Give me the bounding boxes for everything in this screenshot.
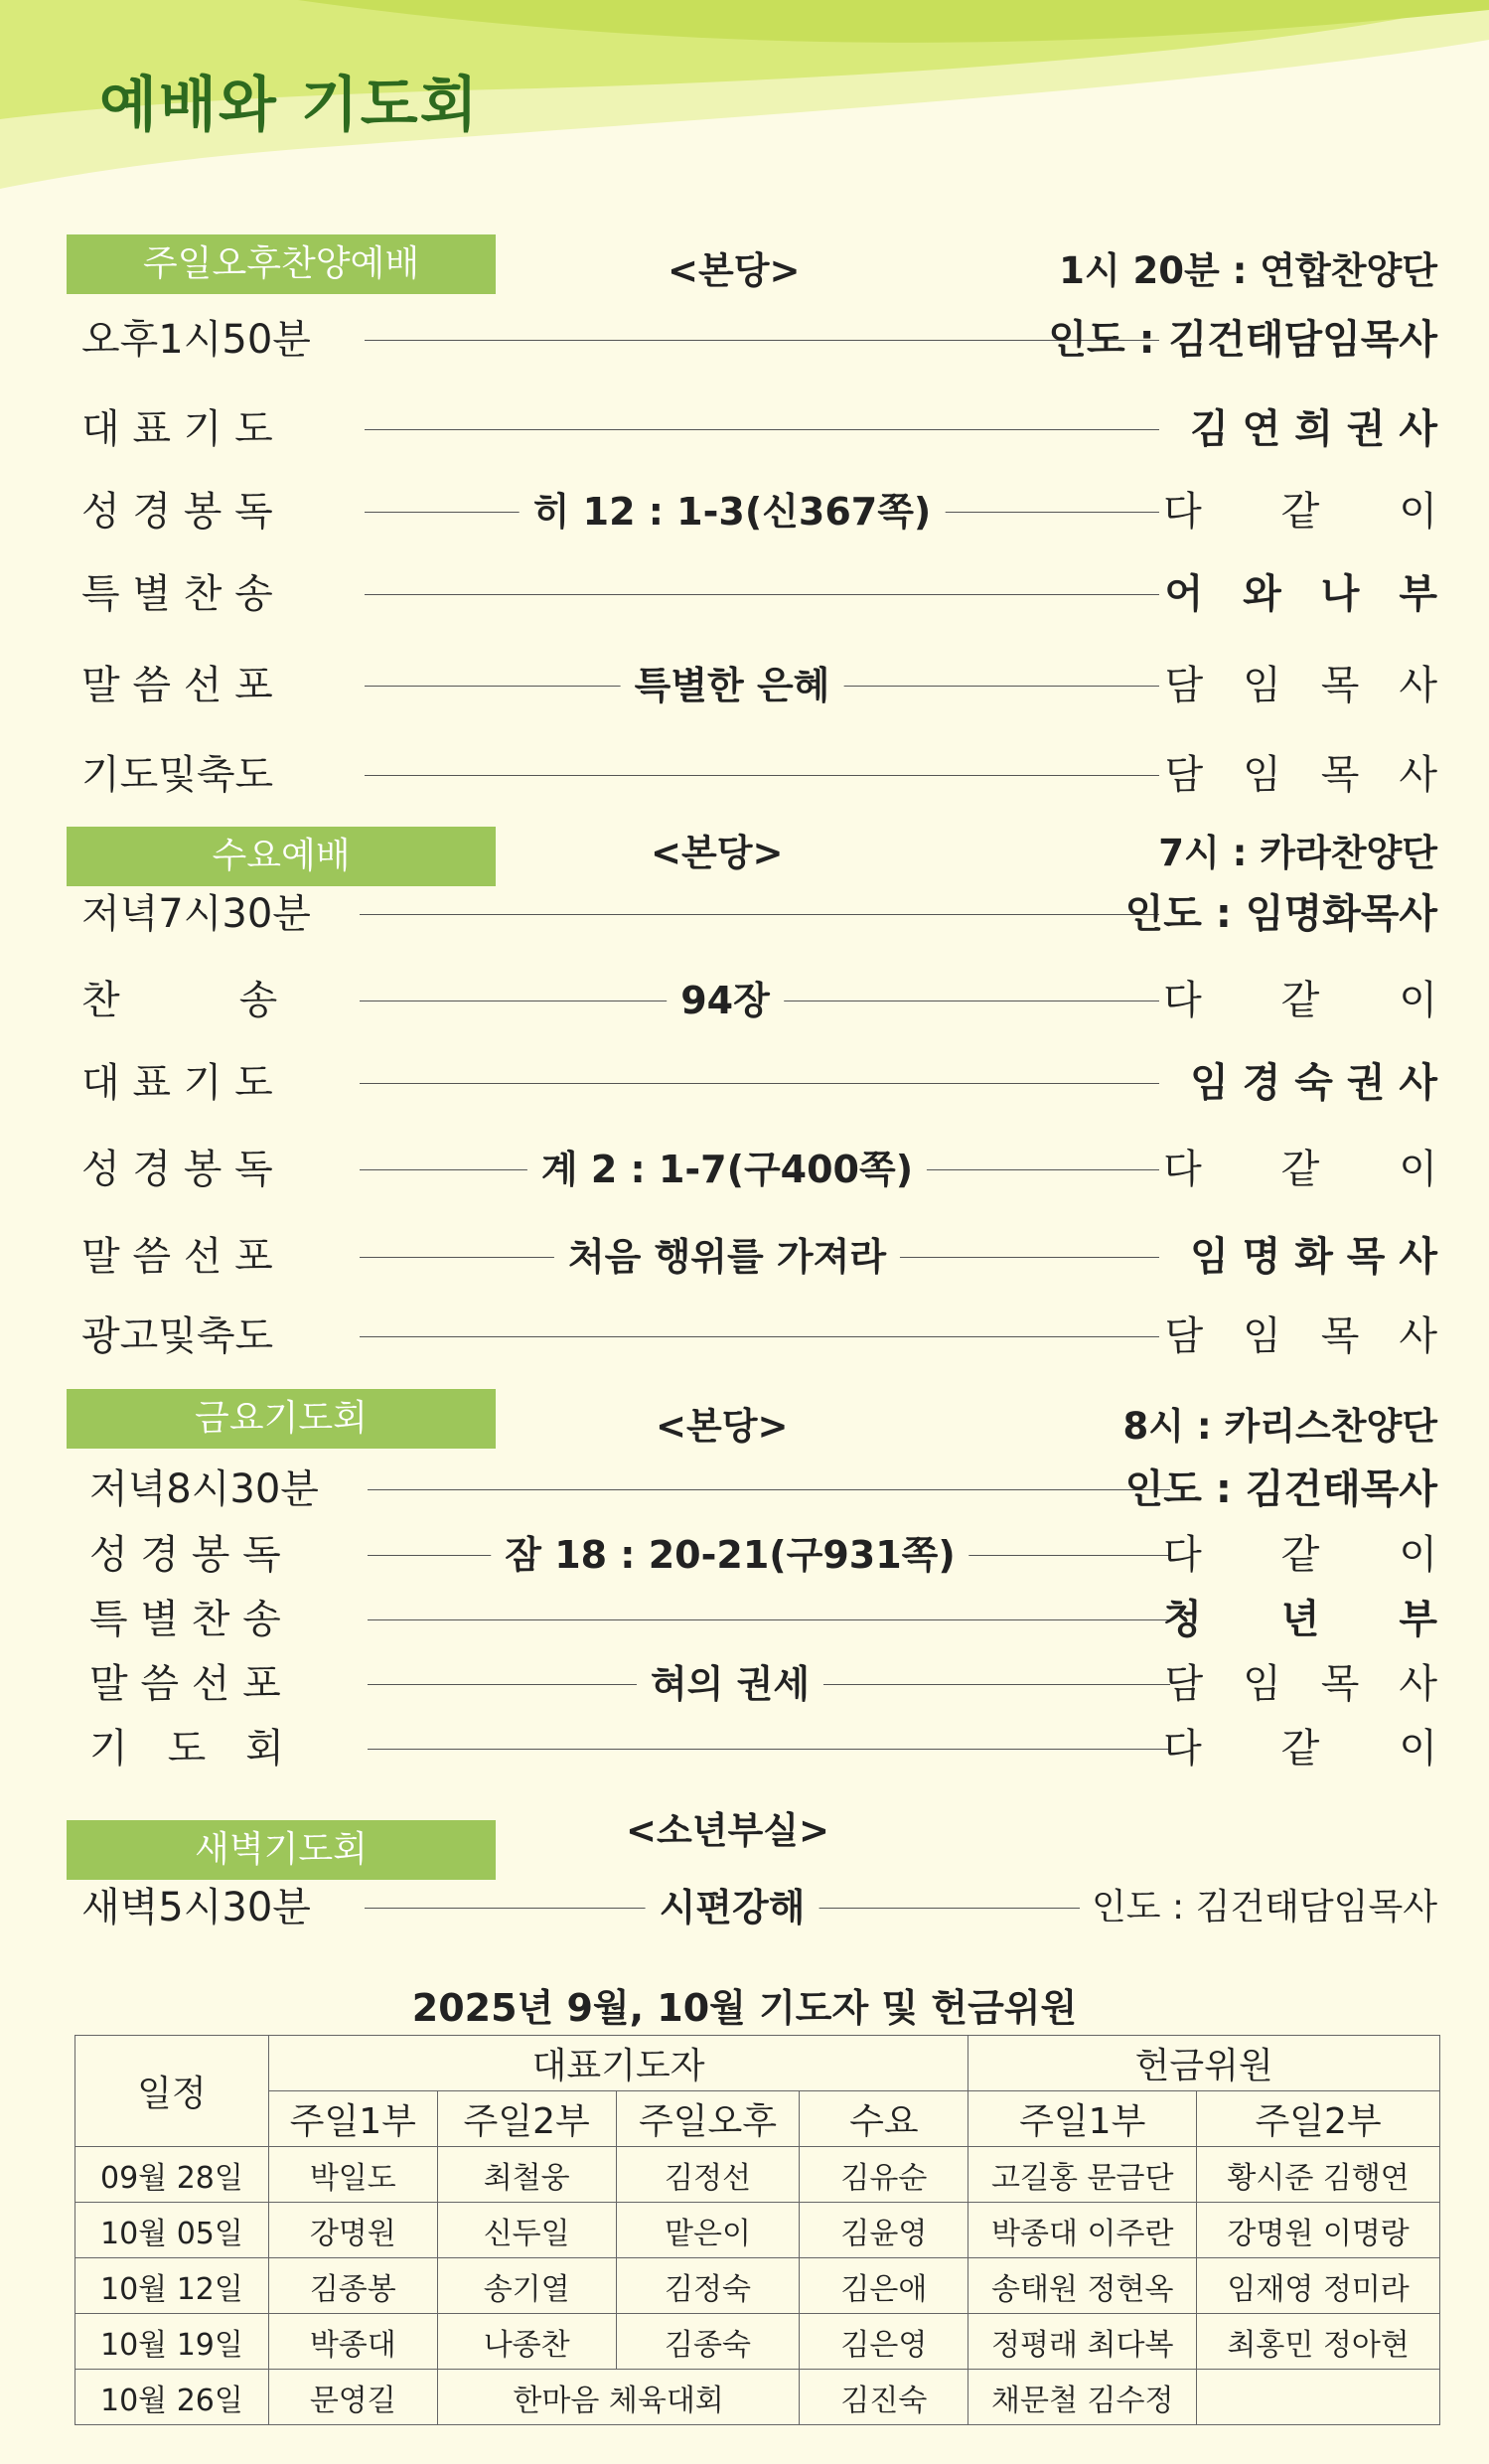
list-item <box>89 1530 1437 1580</box>
section-header-friday: 금요기도회 <box>67 1389 496 1449</box>
table-title: 2025년 9월, 10월 기도자 및 헌금위원 <box>411 1986 1078 2030</box>
table-cell: 정평래 최다복 <box>968 2314 1197 2370</box>
list-item <box>89 1659 1437 1709</box>
row-right: 담 임 목 사 <box>1164 752 1437 798</box>
list-item <box>81 487 1437 537</box>
col-header-schedule: 일정 <box>75 2036 269 2147</box>
row-label: 기 도 회 <box>89 1726 284 1771</box>
table-cell: 김진숙 <box>800 2370 968 2425</box>
row-label: 성 경 봉 독 <box>81 489 273 535</box>
section-header-wednesday: 수요예배 <box>67 827 496 886</box>
list-item <box>81 1311 1437 1361</box>
table-cell: 최철웅 <box>437 2147 616 2203</box>
row-label: 새벽5시30분 <box>81 1885 311 1930</box>
row-right: 인도 : 임명화목사 <box>1124 891 1437 937</box>
row-middle: 시편강해 <box>646 1883 819 1932</box>
table-cell: 김정숙 <box>616 2258 800 2314</box>
row-label: 성 경 봉 독 <box>81 1147 273 1192</box>
row-label: 저녁7시30분 <box>81 891 311 937</box>
row-label: 말 씀 선 포 <box>81 663 273 708</box>
table-cell <box>1197 2370 1440 2425</box>
list-item <box>89 1724 1437 1773</box>
row-label: 대 표 기 도 <box>81 406 273 452</box>
list-item <box>81 1232 1437 1282</box>
row-label: 말 씀 선 포 <box>89 1661 281 1707</box>
row-label: 성 경 봉 독 <box>89 1532 281 1578</box>
table-cell: 김종숙 <box>616 2314 800 2370</box>
table-row <box>75 2314 1440 2370</box>
table-row <box>75 2147 1440 2203</box>
table-cell: 나종찬 <box>437 2314 616 2370</box>
row-right: 임 명 화 목 사 <box>1190 1234 1437 1280</box>
leader-line <box>365 594 1159 595</box>
leader-line <box>368 1749 1170 1750</box>
leader-line <box>360 1083 1159 1084</box>
row-right: 담 임 목 사 <box>1164 663 1437 708</box>
leader-line <box>368 1489 1170 1490</box>
leader-line <box>365 775 1159 776</box>
row-middle: 계 2 : 1-7(구400쪽) <box>527 1145 927 1194</box>
table-row <box>75 2370 1440 2425</box>
section-header-sunday: 주일오후찬양예배 <box>67 234 496 294</box>
subheader: 주일1부 <box>268 2091 437 2147</box>
list-item <box>81 315 1437 365</box>
time-note-friday: 8시 : 카리스찬양단 <box>1122 1405 1437 1448</box>
list-item <box>89 1595 1437 1644</box>
schedule-table <box>74 2035 1440 2425</box>
row-label: 광고및축도 <box>81 1313 274 1359</box>
row-right: 인도 : 김건태담임목사 <box>1048 317 1437 363</box>
time-note-wednesday: 7시 : 카라찬양단 <box>1158 832 1437 874</box>
row-right: 담 임 목 사 <box>1164 1661 1437 1707</box>
table-cell: 송태원 정현옥 <box>968 2258 1197 2314</box>
table-cell: 채문철 김수정 <box>968 2370 1197 2425</box>
page-title: 예배와 기도회 <box>99 71 480 140</box>
leader-line <box>365 340 1159 341</box>
table-cell: 박종대 <box>268 2314 437 2370</box>
row-label: 찬 송 <box>81 978 278 1023</box>
row-label: 오후1시50분 <box>81 317 311 363</box>
row-right: 담 임 목 사 <box>1164 1313 1437 1359</box>
row-label: 기도및축도 <box>81 752 274 798</box>
row-right: 인도 : 김건태목사 <box>1124 1466 1437 1512</box>
col-header-prayer: 대표기도자 <box>268 2036 968 2091</box>
subheader: 주일2부 <box>1197 2091 1440 2147</box>
list-item <box>81 569 1437 619</box>
subheader: 수요 <box>800 2091 968 2147</box>
subheader: 주일오후 <box>616 2091 800 2147</box>
location-sunday: <본당> <box>668 249 801 292</box>
location-friday: <본당> <box>656 1405 789 1448</box>
table-cell: 김은애 <box>800 2258 968 2314</box>
col-header-offering: 헌금위원 <box>968 2036 1440 2091</box>
leader-line <box>360 914 1159 915</box>
date-cell: 10월 05일 <box>75 2203 269 2258</box>
table-cell: 송기열 <box>437 2258 616 2314</box>
list-item <box>81 976 1437 1025</box>
date-cell: 10월 19일 <box>75 2314 269 2370</box>
leader-line <box>365 429 1159 430</box>
date-cell: 10월 12일 <box>75 2258 269 2314</box>
leader-line <box>360 1336 1159 1337</box>
row-right: 어 와 나 부 <box>1164 571 1437 617</box>
row-label: 저녁8시30분 <box>89 1466 319 1512</box>
list-item <box>81 889 1437 939</box>
section-header-dawn: 새벽기도회 <box>67 1820 496 1880</box>
table-cell: 강명원 이명랑 <box>1197 2203 1440 2258</box>
row-right: 다 같 이 <box>1163 1726 1437 1771</box>
table-cell: 김윤영 <box>800 2203 968 2258</box>
list-item <box>81 1145 1437 1194</box>
table-row <box>75 2258 1440 2314</box>
location-wednesday: <본당> <box>651 832 784 874</box>
row-right: 다 같 이 <box>1163 489 1437 535</box>
table-cell: 황시준 김행연 <box>1197 2147 1440 2203</box>
table-cell: 고길홍 문금단 <box>968 2147 1197 2203</box>
table-cell: 임재영 정미라 <box>1197 2258 1440 2314</box>
table-cell: 문영길 <box>268 2370 437 2425</box>
row-right: 김 연 희 권 사 <box>1190 406 1437 452</box>
date-cell: 09월 28일 <box>75 2147 269 2203</box>
table-cell-merged: 한마음 체육대회 <box>437 2370 800 2425</box>
table-cell: 김은영 <box>800 2314 968 2370</box>
row-middle: 혀의 권세 <box>637 1659 823 1709</box>
list-item <box>81 661 1437 710</box>
row-middle: 94장 <box>667 976 784 1025</box>
row-label: 말 씀 선 포 <box>81 1234 273 1280</box>
table-cell: 김종봉 <box>268 2258 437 2314</box>
row-label: 특 별 찬 송 <box>81 571 273 617</box>
row-right: 인도 : 김건태담임목사 <box>1080 1883 1437 1932</box>
table-cell: 박종대 이주란 <box>968 2203 1197 2258</box>
table-cell: 강명원 <box>268 2203 437 2258</box>
row-right: 청 년 부 <box>1163 1597 1437 1642</box>
table-cell: 김정선 <box>616 2147 800 2203</box>
subheader: 주일2부 <box>437 2091 616 2147</box>
list-item <box>81 1058 1437 1108</box>
row-middle: 처음 행위를 가져라 <box>554 1232 900 1282</box>
table-cell: 김유순 <box>800 2147 968 2203</box>
table-cell: 신두일 <box>437 2203 616 2258</box>
location-dawn: <소년부실> <box>626 1809 829 1852</box>
subheader: 주일1부 <box>968 2091 1197 2147</box>
row-right: 다 같 이 <box>1163 978 1437 1023</box>
row-right: 다 같 이 <box>1163 1147 1437 1192</box>
list-item <box>81 1883 1437 1932</box>
table-cell: 박일도 <box>268 2147 437 2203</box>
table-cell: 맡은이 <box>616 2203 800 2258</box>
list-item <box>81 750 1437 800</box>
row-middle: 특별한 은혜 <box>621 661 844 710</box>
row-right: 임 경 숙 권 사 <box>1190 1060 1437 1106</box>
row-label: 특 별 찬 송 <box>89 1597 281 1642</box>
row-middle: 잠 18 : 20-21(구931쪽) <box>491 1530 968 1580</box>
table-cell: 최홍민 정아현 <box>1197 2314 1440 2370</box>
table-row <box>75 2203 1440 2258</box>
date-cell: 10월 26일 <box>75 2370 269 2425</box>
list-item <box>89 1464 1437 1514</box>
row-label: 대 표 기 도 <box>81 1060 273 1106</box>
row-middle: 히 12 : 1-3(신367쪽) <box>520 487 946 537</box>
time-note-sunday: 1시 20분 : 연합찬양단 <box>1059 249 1437 292</box>
row-right: 다 같 이 <box>1163 1532 1437 1578</box>
leader-line <box>368 1619 1170 1620</box>
list-item <box>81 404 1437 454</box>
